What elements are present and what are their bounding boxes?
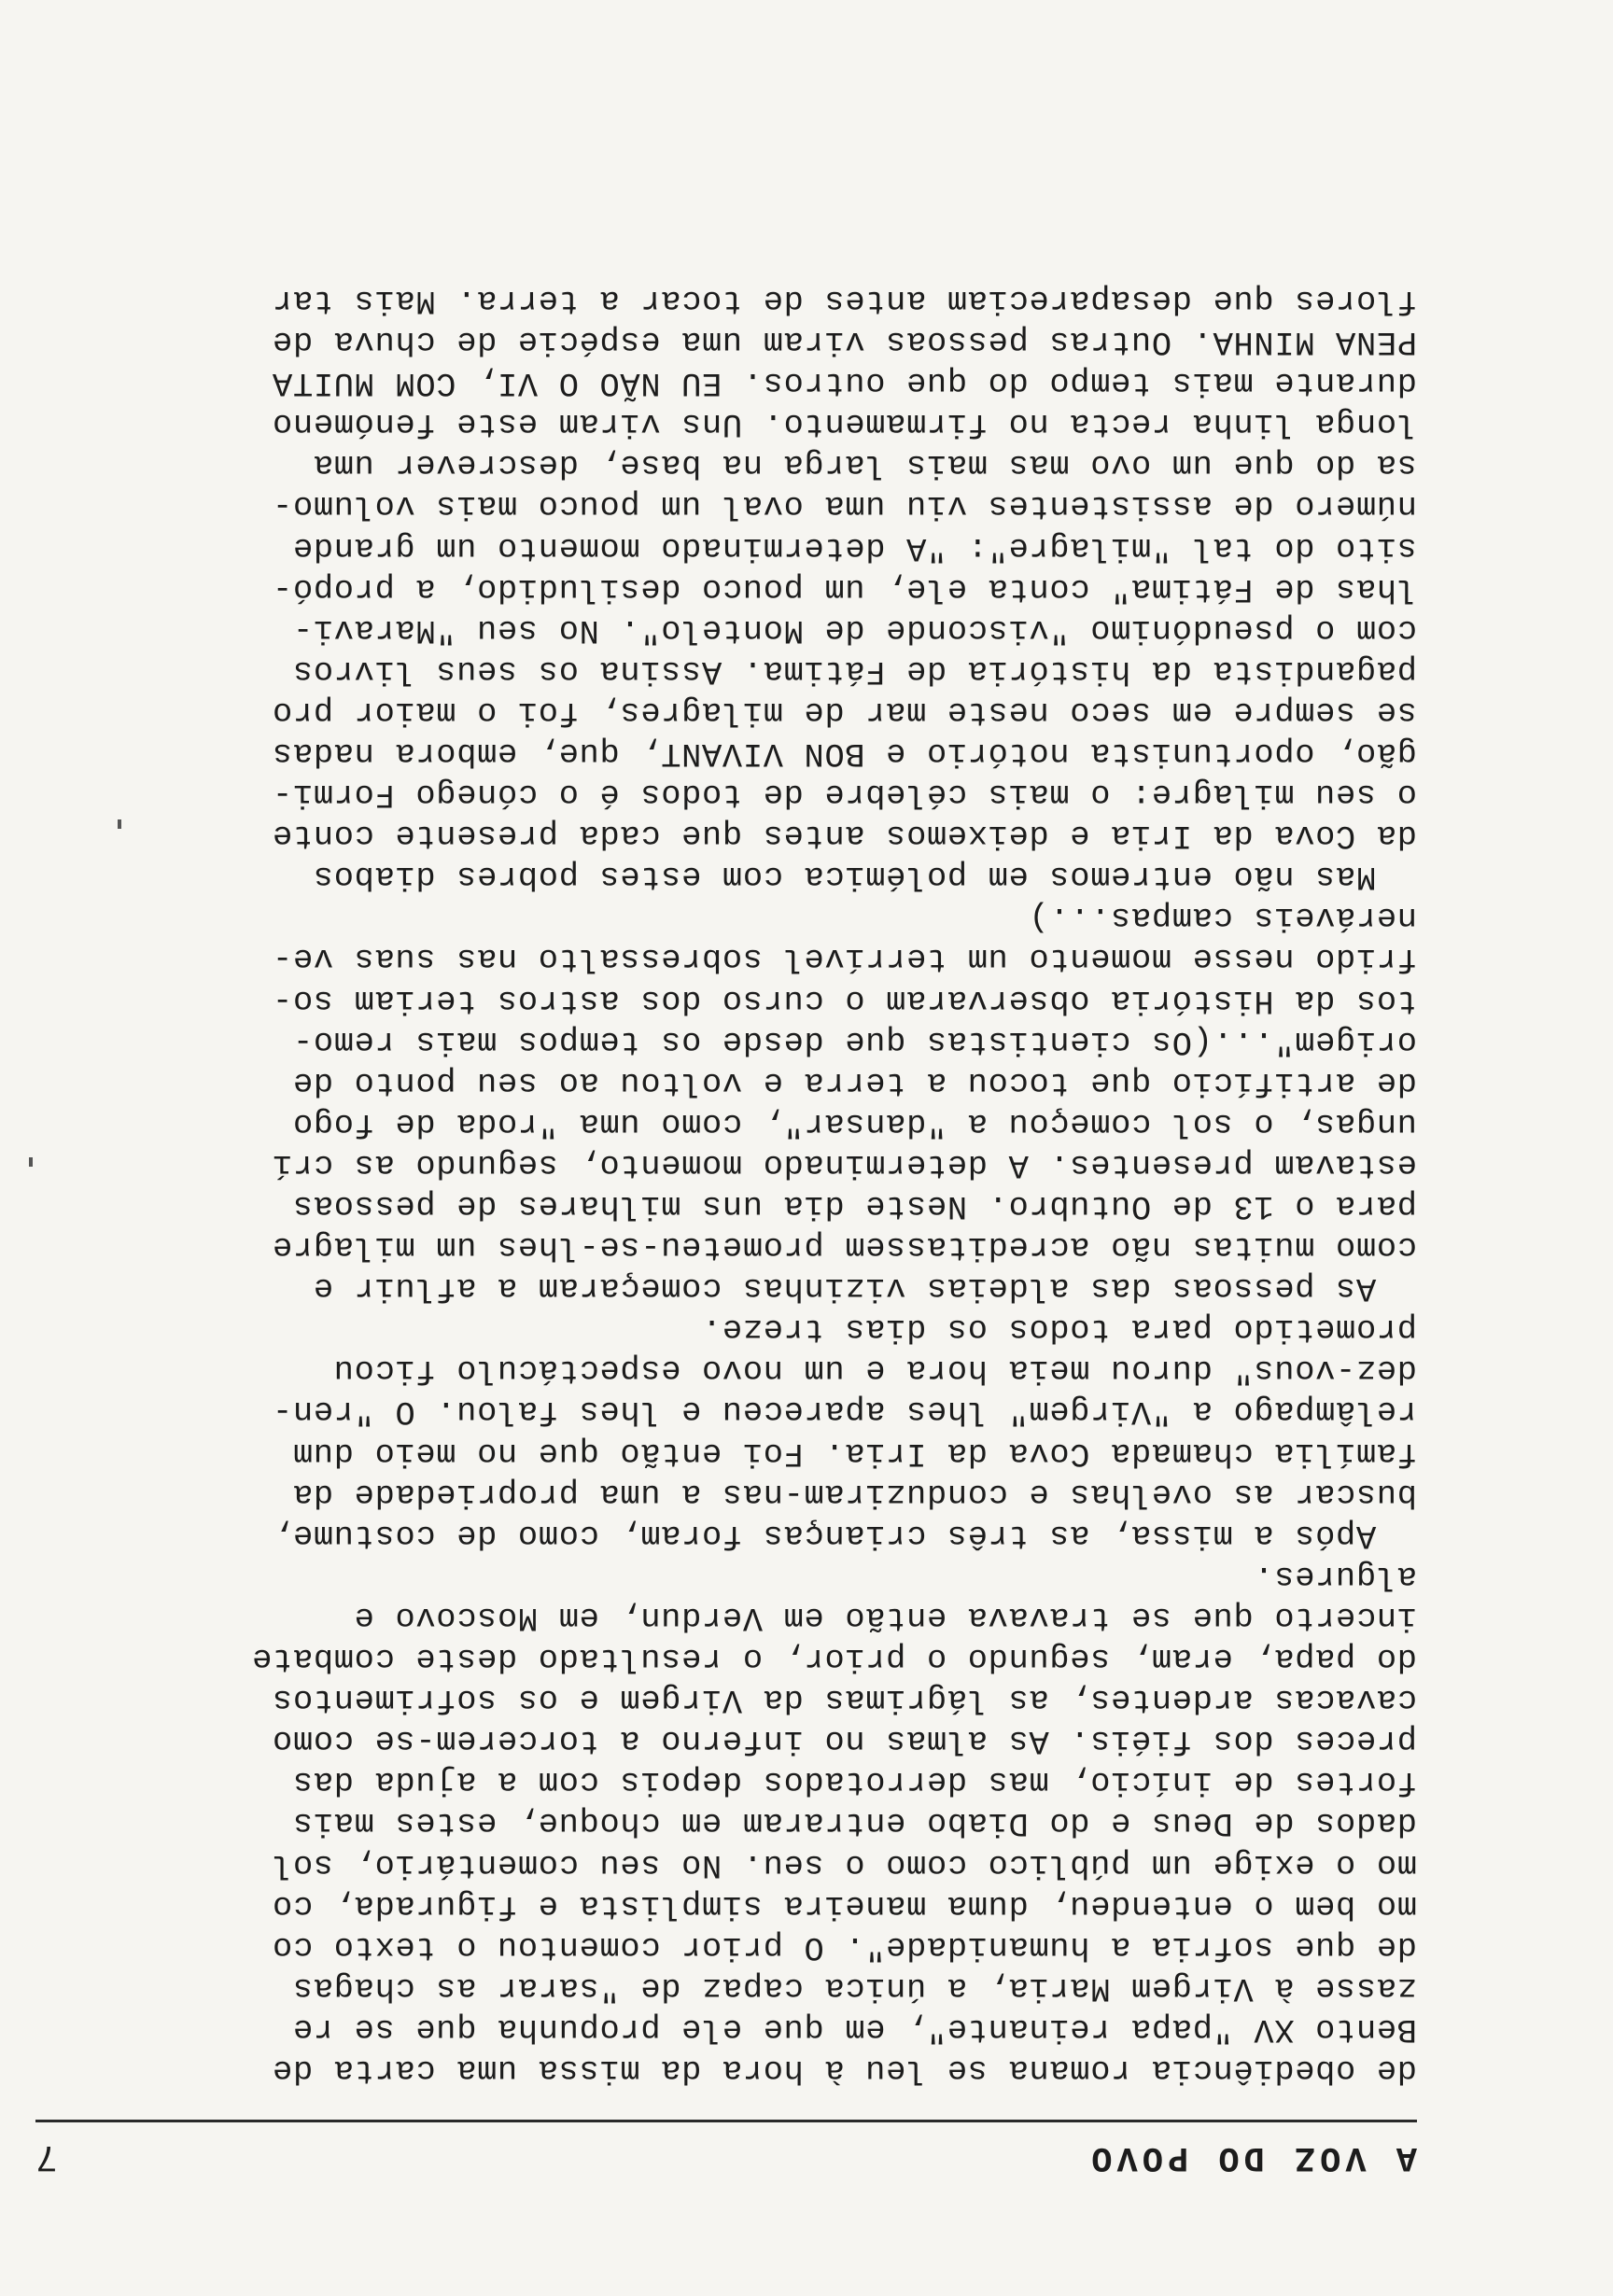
text-line: lhas de Fátima" conta ele, um pouco desiludido, a propó- [272,569,1417,609]
text-line: da Cova da Iria e deixemos antes que cada presente conte [272,817,1417,856]
text-line: tos da História observaram o curso dos astros teriam so- [272,981,1417,1020]
text-line: número de assistentes viu uma oval um pouco mais volumo- [272,487,1417,526]
text-line: algures. [1253,1557,1417,1596]
text-line: frido nesse momento um terrível sobressalto nas suas ve- [272,940,1417,979]
text-line: origem"...(Os cientistas que desde os tempos mais remo- [292,1022,1417,1061]
text-line: preces dos fiéis. As almas no inferno a torcerem-se como [272,1722,1417,1761]
text-line: família chamada Cova da Iria. Foi então que no meio dum [292,1434,1417,1473]
text-line: Bento XV "papa reinante", em que ele propunha que se re [292,2009,1417,2049]
text-line: do papa, eram, segundo o prior, o resultado deste combate [251,1640,1417,1679]
text-line: de que sofria a humanidade". O prior comentou o texto co [272,1927,1417,1967]
text-line: incerto que se travava então em Verdun, em Moscovo e [354,1598,1417,1637]
text-line: durante mais tempo do que outros. EU NÃO O VI, COM MUITA [272,364,1417,403]
text-line: fortes de início, mas derrotados depois com a ajuda das [292,1763,1417,1802]
text-line: cavacas ardentes, as lágrimas da Virgem e os sofrimentos [272,1681,1417,1720]
text-line: PENA MINHA. Outras pessoas viram uma espécie de chuva de [272,323,1417,362]
publication-title: A VOZ DO POVO [1087,2137,1417,2177]
text-line: sito do tal "milagre": "A determinado momento um grande [292,528,1417,567]
header-rule [35,2120,1417,2122]
page-header [35,2135,1417,2177]
text-line: zasse à Virgem Maria, a única capaz de "sarar as chagas [292,1968,1417,2008]
page-number: 7 [35,2135,59,2177]
text-line: como muitas não acreditassem prometeu-se-lhes um milagre [272,1228,1417,1267]
text-line: pagandista da história de Fátima. Assina os seus livros [292,651,1417,691]
body-text [35,280,1417,2091]
text-line: neráveis campas...) [1028,899,1417,938]
text-line: dados de Deus e do Diabo entraram em choque, estes mais [292,1804,1417,1843]
text-line: com o pseudónimo "visconde de Montelo". No seu "Maravi- [292,610,1417,650]
text-line: As pessoas das aldeias vizinhas começaram a afluir e [313,1269,1417,1309]
text-line: Mas não entremos em polémica com estes pobres diabos [313,858,1417,897]
text-line: Após a missa, as três crianças foram, como de costume, [272,1516,1417,1555]
text-line: dez-vous" durou meia hora e um novo espectáculo ficou [333,1351,1417,1391]
text-line: flores que desapareciam antes de tocar a terra. Mais tar [272,281,1417,320]
text-line: relâmpago a "Virgem" lhes apareceu e lhes falou. O "ren- [272,1393,1417,1432]
text-line: prometido para todos os dias treze. [701,1310,1417,1350]
text-line: ungas, o sol começou a "dansar", como uma "roda de fogo [292,1104,1417,1143]
scan-mark [118,819,121,829]
text-line: estavam presentes. A determinado momento, segundo as crí [272,1145,1417,1184]
text-line: mo bem o entendeu, duma maneira simplista e figurada, co [272,1886,1417,1925]
text-line: buscar as ovelhas e conduziram-nas a uma propriedade da [292,1475,1417,1514]
text-line: de artifício que tocou a terra e voltou ao seu ponto de [292,1063,1417,1102]
text-line: se sempre em seco neste mar de milagres, foi o maior pro [272,693,1417,732]
text-line: longa linha recta no firmamento. Uns viram este fenómeno [272,405,1417,444]
text-line: gão, oportunista notório e BON VIVANT, que, embora nadas [272,735,1417,773]
scan-mark [29,1157,33,1167]
text-line: o seu milagre: o mais célebre de todos é o cónego Formi- [272,776,1417,815]
text-line: para o 13 de Outubro. Neste dia uns milhares de pessoas [292,1187,1417,1226]
text-line: sa do que um ovo mas mais larga na base, descrever uma [313,446,1417,485]
text-line: de obediência romana se leu à hora da missa uma carta de [272,2051,1417,2090]
text-line: mo o exige um público como o seu. No seu comentário, sol [272,1845,1417,1884]
